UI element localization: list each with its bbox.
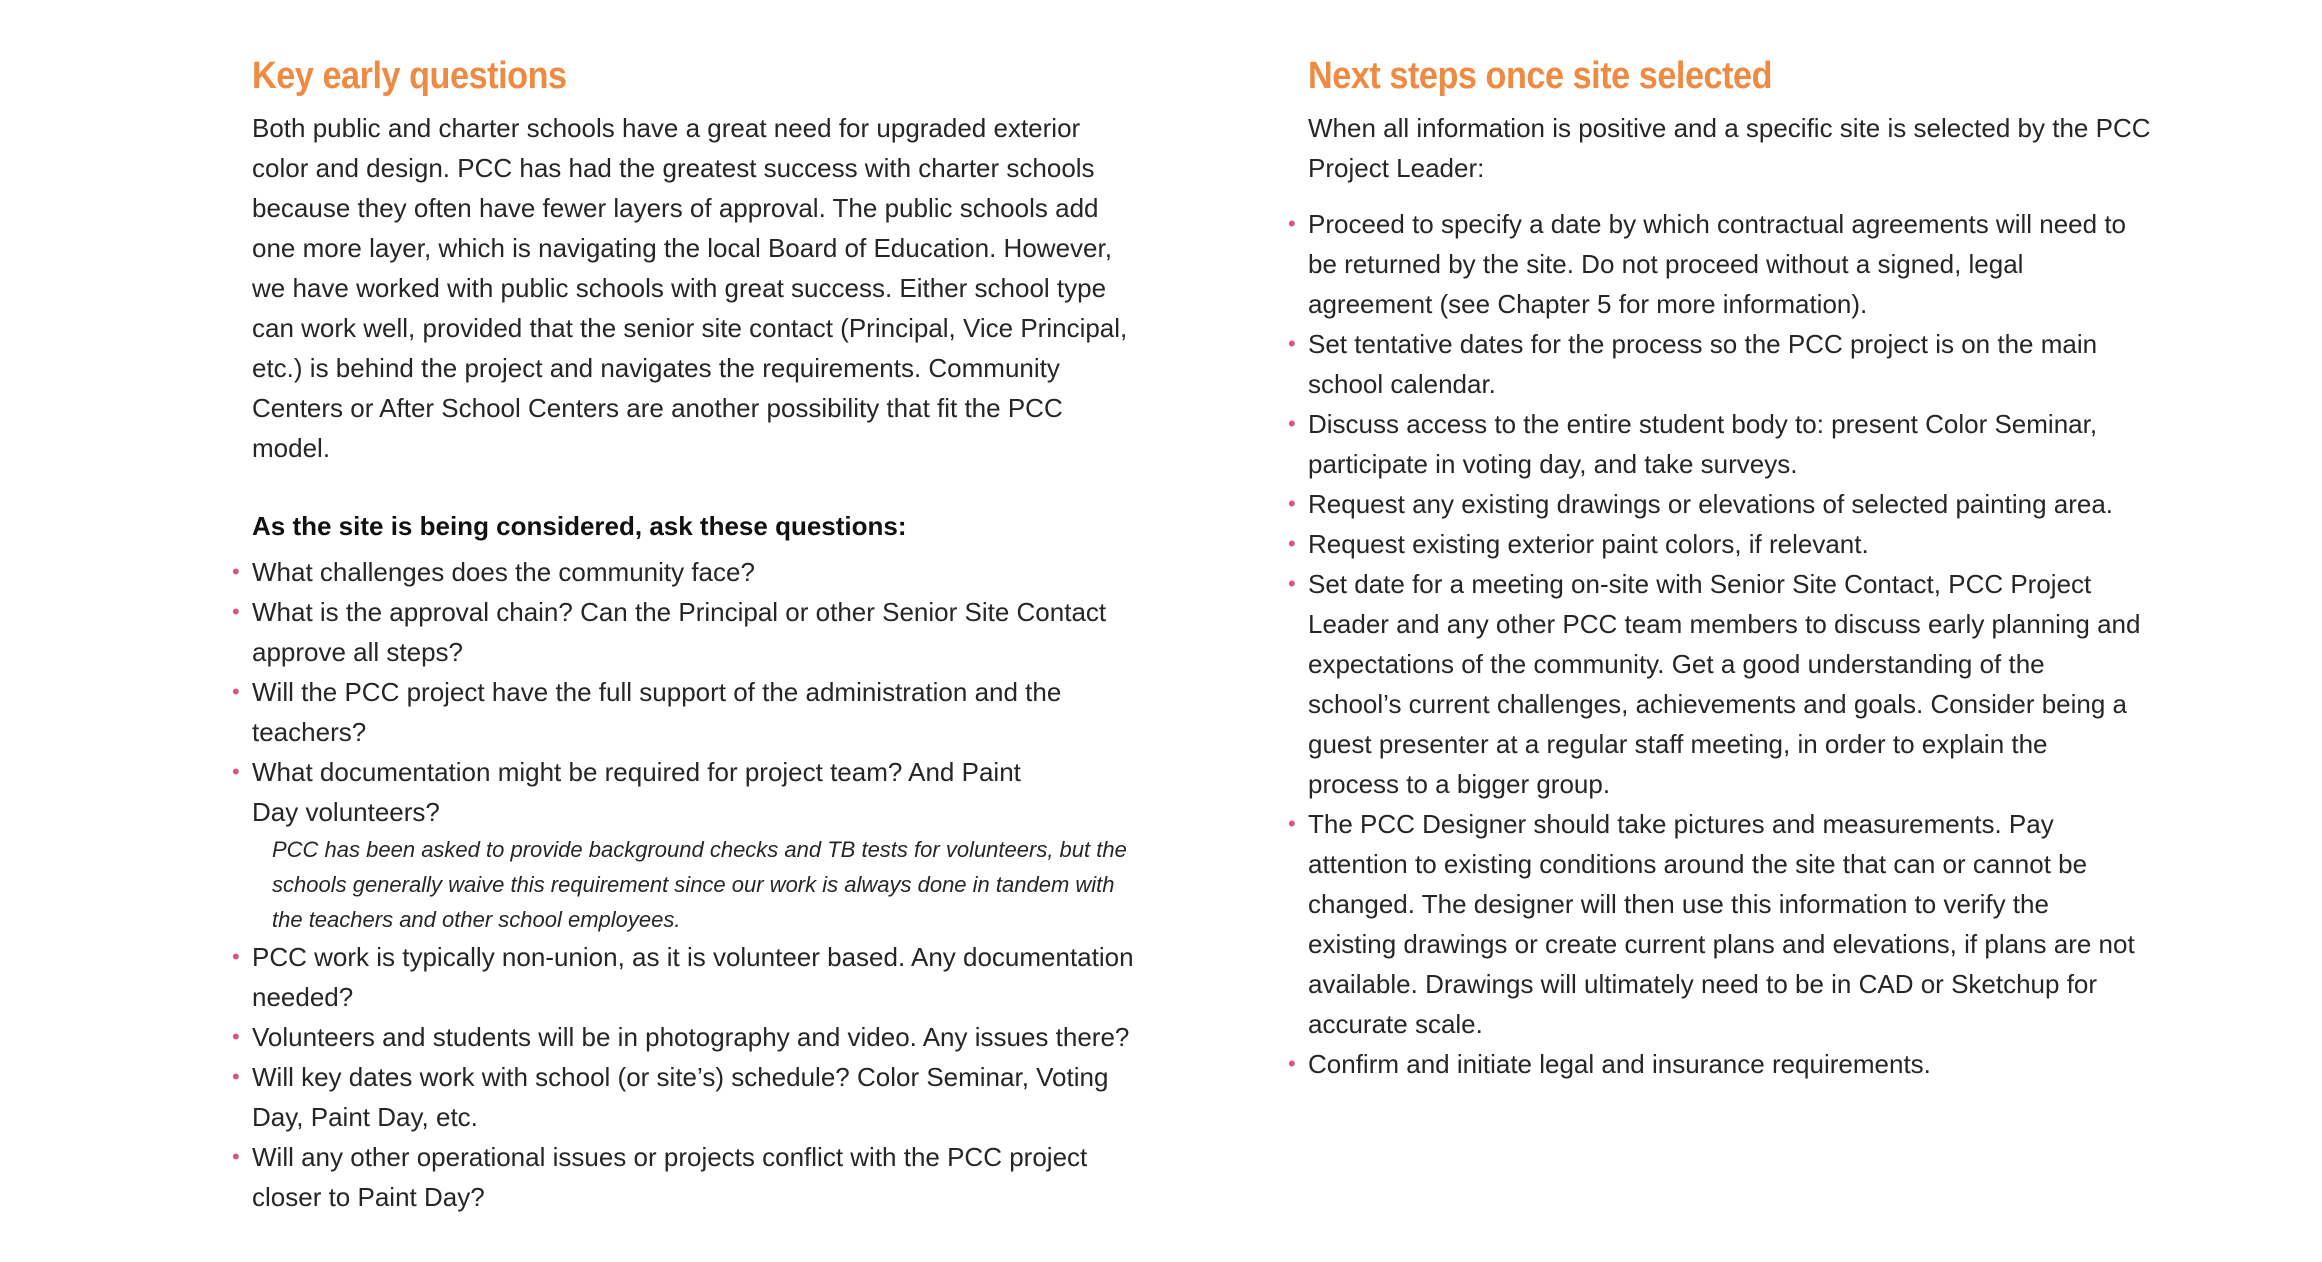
bullet-icon: • xyxy=(1288,1051,1296,1076)
next-steps-list xyxy=(1288,204,2188,1084)
list-item-line: closer to Paint Day? xyxy=(252,1182,485,1212)
list-item xyxy=(1288,484,2188,524)
list-item xyxy=(1288,804,2188,1044)
list-item-line: Proceed to specify a date by which contractual agreements will need to xyxy=(1308,209,2127,239)
paragraph-line: When all information is positive and a specific site is selected by the PCC xyxy=(1308,113,2151,143)
list-item-line: process to a bigger group. xyxy=(1308,769,1611,799)
paragraph-line: Project Leader: xyxy=(1308,153,1485,183)
paragraph-line: Both public and charter schools have a great need for upgraded exterior xyxy=(252,113,1081,143)
questions-subheading: As the site is being considered, ask these questions: xyxy=(252,511,907,541)
list-item-line: Request any existing drawings or elevations of selected painting area. xyxy=(1308,489,2114,519)
list-item-line: teachers? xyxy=(252,717,367,747)
bullet-icon: • xyxy=(232,944,240,969)
list-item-line: PCC work is typically non-union, as it is volunteer based. Any documentation xyxy=(252,942,1134,972)
bullet-icon: • xyxy=(232,1024,240,1049)
list-item-line: Will key dates work with school (or site’s) schedule? Color Seminar, Voting xyxy=(252,1062,1109,1092)
list-item-line: be returned by the site. Do not proceed without a signed, legal xyxy=(1308,249,2024,279)
list-item-line: available. Drawings will ultimately need to be in CAD or Sketchup for xyxy=(1308,969,2098,999)
bullet-icon: • xyxy=(232,599,240,624)
paragraph-line: we have worked with public schools with great success. Either school type xyxy=(252,273,1107,303)
list-item-line: Volunteers and students will be in photography and video. Any issues there? xyxy=(252,1022,1130,1052)
next-steps-heading: Next steps once site selected xyxy=(1308,55,1773,97)
list-item-line: Discuss access to the entire student body to: present Color Seminar, xyxy=(1308,409,2098,439)
volunteer-checks-note xyxy=(272,832,1152,937)
bullet-icon: • xyxy=(232,1064,240,1089)
bullet-icon: • xyxy=(232,1144,240,1169)
list-item-line: Request existing exterior paint colors, if relevant. xyxy=(1308,529,1869,559)
list-item-line: Leader and any other PCC team members to discuss early planning and xyxy=(1308,609,2141,639)
right-column xyxy=(1288,48,2188,1084)
list-item-line: attention to existing conditions around the site that can or cannot be xyxy=(1308,849,2088,879)
left-intro-paragraph xyxy=(252,108,1152,468)
paragraph-line: because they often have fewer layers of approval. The public schools add xyxy=(252,193,1099,223)
list-item xyxy=(232,1017,1152,1057)
list-item xyxy=(1288,564,2188,804)
paragraph-line: Centers or After School Centers are another possibility that fit the PCC xyxy=(252,393,1063,423)
bullet-icon: • xyxy=(1288,571,1296,596)
list-item-line: agreement (see Chapter 5 for more information). xyxy=(1308,289,1868,319)
list-item xyxy=(1288,404,2188,484)
bullet-icon: • xyxy=(232,679,240,704)
paragraph-line: color and design. PCC has had the greatest success with charter schools xyxy=(252,153,1095,183)
bullet-icon: • xyxy=(1288,811,1296,836)
paragraph-line: can work well, provided that the senior site contact (Principal, Vice Principal, xyxy=(252,313,1128,343)
questions-list xyxy=(232,552,1152,832)
list-item-line: What challenges does the community face? xyxy=(252,557,755,587)
list-item-line: existing drawings or create current plans and elevations, if plans are not xyxy=(1308,929,2135,959)
list-item-line: expectations of the community. Get a good understanding of the xyxy=(1308,649,2045,679)
list-item xyxy=(1288,324,2188,404)
note-line: PCC has been asked to provide background checks and TB tests for volunteers, but the xyxy=(272,837,1127,862)
bullet-icon: • xyxy=(1288,531,1296,556)
list-item-line: guest presenter at a regular staff meeting, in order to explain the xyxy=(1308,729,2048,759)
list-item xyxy=(1288,1044,2188,1084)
bullet-icon: • xyxy=(1288,411,1296,436)
paragraph-line: etc.) is behind the project and navigates the requirements. Community xyxy=(252,353,1060,383)
bullet-icon: • xyxy=(232,759,240,784)
list-item-line: Will the PCC project have the full support of the administration and the xyxy=(252,677,1062,707)
list-item-line: school calendar. xyxy=(1308,369,1496,399)
list-item-line: Confirm and initiate legal and insurance requirements. xyxy=(1308,1049,1931,1079)
list-item xyxy=(232,752,1152,832)
list-item-line: What documentation might be required for project team? And Paint xyxy=(252,757,1021,787)
note-line: the teachers and other school employees. xyxy=(272,907,681,932)
list-item-line: Day volunteers? xyxy=(252,797,440,827)
note-line: schools generally waive this requirement since our work is always done in tandem with xyxy=(272,872,1115,897)
key-early-questions-heading: Key early questions xyxy=(252,55,567,97)
list-item-line: needed? xyxy=(252,982,354,1012)
paragraph-line: one more layer, which is navigating the local Board of Education. However, xyxy=(252,233,1112,263)
list-item xyxy=(232,937,1152,1017)
list-item xyxy=(1288,524,2188,564)
list-item-line: accurate scale. xyxy=(1308,1009,1483,1039)
list-item-line: Will any other operational issues or projects conflict with the PCC project xyxy=(252,1142,1088,1172)
right-intro-paragraph xyxy=(1308,108,2188,188)
list-item xyxy=(232,672,1152,752)
list-item xyxy=(232,592,1152,672)
list-item xyxy=(232,1057,1152,1137)
list-item xyxy=(1288,204,2188,324)
bullet-icon: • xyxy=(232,559,240,584)
bullet-icon: • xyxy=(1288,211,1296,236)
paragraph-line: model. xyxy=(252,433,331,463)
list-item-line: The PCC Designer should take pictures and measurements. Pay xyxy=(1308,809,2054,839)
bullet-icon: • xyxy=(1288,491,1296,516)
questions-list-continued xyxy=(232,937,1152,1217)
list-item-line: approve all steps? xyxy=(252,637,464,667)
list-item-line: Set date for a meeting on-site with Senior Site Contact, PCC Project xyxy=(1308,569,2092,599)
list-item-line: school’s current challenges, achievements and goals. Consider being a xyxy=(1308,689,2128,719)
list-item xyxy=(232,552,1152,592)
list-item-line: participate in voting day, and take surveys. xyxy=(1308,449,1798,479)
left-column xyxy=(232,48,1152,1217)
bullet-icon: • xyxy=(1288,331,1296,356)
list-item-line: changed. The designer will then use this information to verify the xyxy=(1308,889,2049,919)
list-item-line: Day, Paint Day, etc. xyxy=(252,1102,478,1132)
list-item xyxy=(232,1137,1152,1217)
list-item-line: What is the approval chain? Can the Principal or other Senior Site Contact xyxy=(252,597,1107,627)
list-item-line: Set tentative dates for the process so the PCC project is on the main xyxy=(1308,329,2098,359)
